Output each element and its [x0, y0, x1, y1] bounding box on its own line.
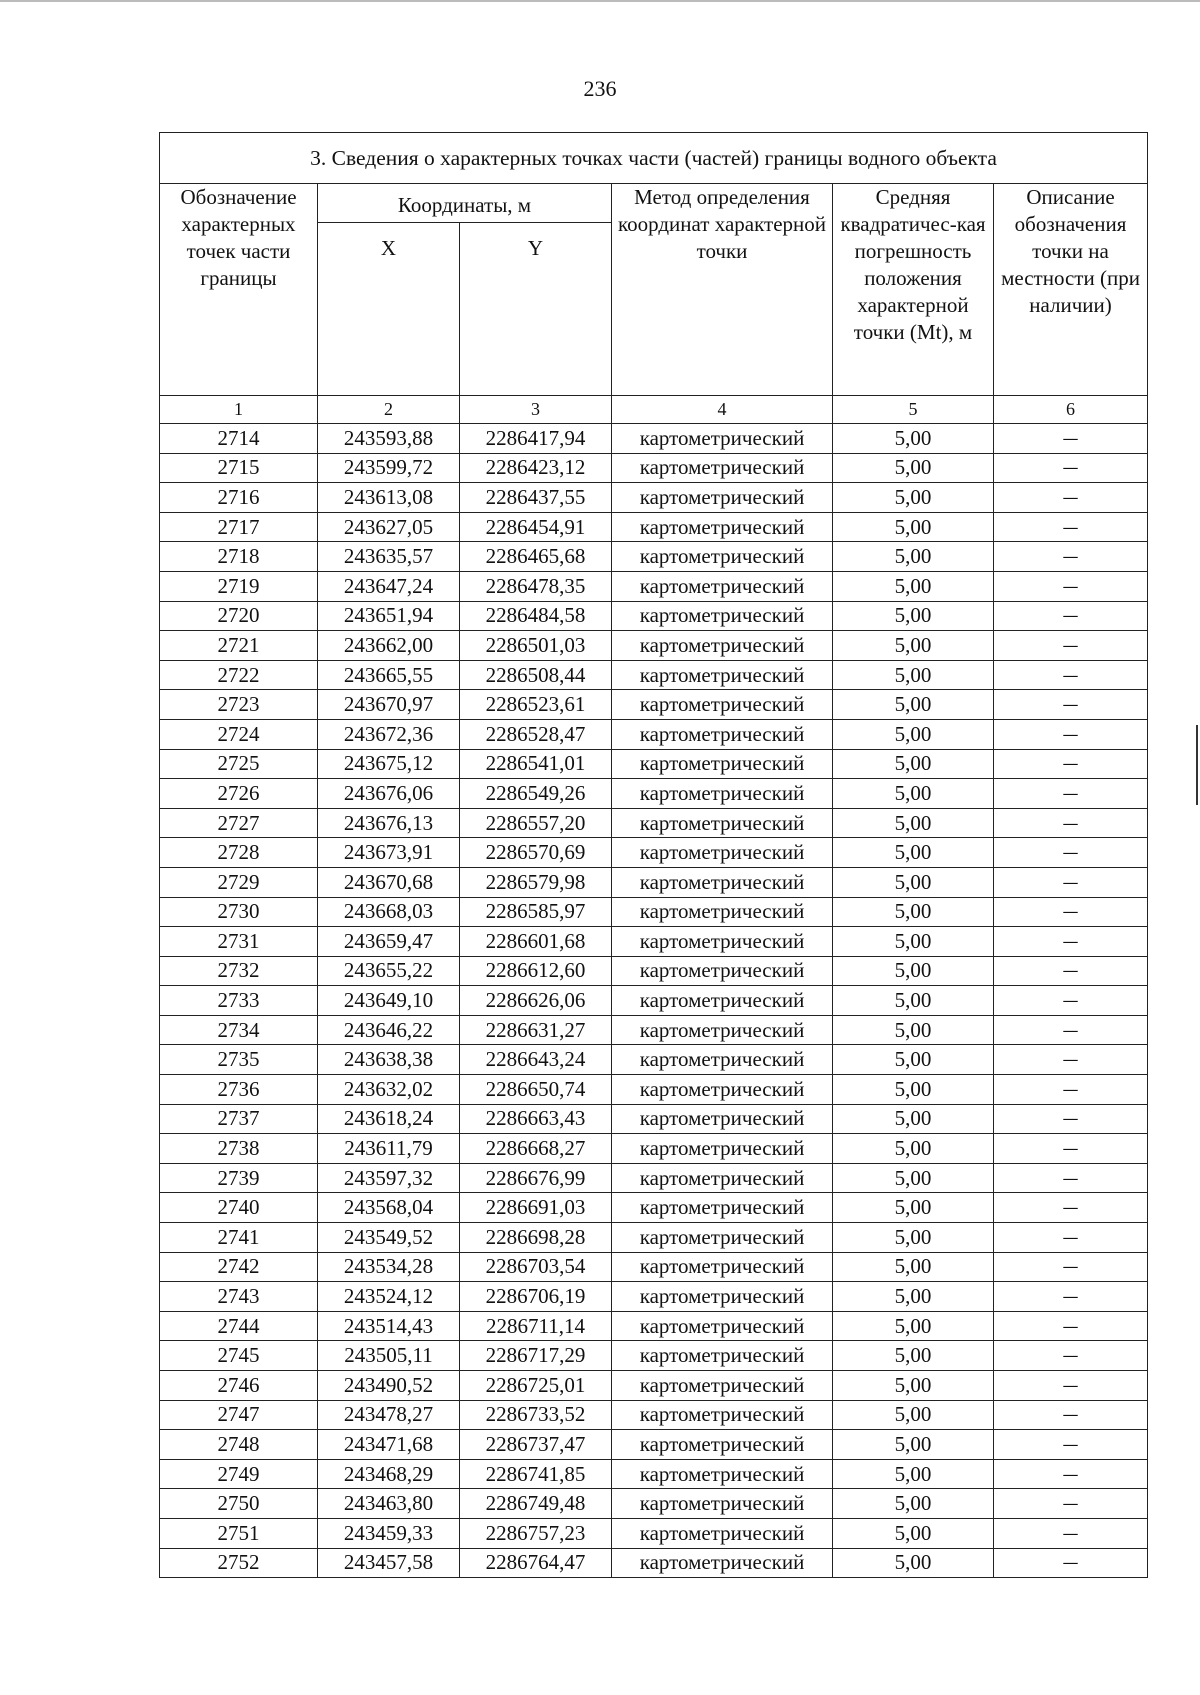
table-row — [160, 956, 1148, 986]
description-cell: — — [994, 631, 1148, 661]
description-cell: — — [994, 453, 1148, 483]
point-id-cell: 2727 — [160, 808, 318, 838]
error-cell: 5,00 — [833, 571, 994, 601]
method-cell: картометрический — [612, 631, 833, 661]
y-coordinate-cell: 2286643,24 — [460, 1045, 612, 1075]
x-coordinate-cell: 243665,55 — [318, 660, 460, 690]
point-id-cell: 2733 — [160, 986, 318, 1016]
x-coordinate-cell: 243505,11 — [318, 1341, 460, 1371]
x-coordinate-cell: 243549,52 — [318, 1223, 460, 1253]
description-cell: — — [994, 1311, 1148, 1341]
description-cell: — — [994, 808, 1148, 838]
method-cell: картометрический — [612, 1104, 833, 1134]
y-coordinate-cell: 2286757,23 — [460, 1518, 612, 1548]
method-cell: картометрический — [612, 424, 833, 454]
page-number: 236 — [583, 76, 617, 101]
error-cell: 5,00 — [833, 542, 994, 572]
method-cell: картометрический — [612, 571, 833, 601]
description-cell: — — [994, 719, 1148, 749]
error-cell: 5,00 — [833, 1104, 994, 1134]
error-cell: 5,00 — [833, 897, 994, 927]
x-coordinate-cell: 243673,91 — [318, 838, 460, 868]
column-number: 1 — [160, 396, 318, 424]
method-cell: картометрический — [612, 1518, 833, 1548]
error-cell: 5,00 — [833, 779, 994, 809]
method-cell: картометрический — [612, 1489, 833, 1519]
description-cell: — — [994, 956, 1148, 986]
y-coordinate-cell: 2286650,74 — [460, 1075, 612, 1105]
description-cell: — — [994, 867, 1148, 897]
y-coordinate-cell: 2286703,54 — [460, 1252, 612, 1282]
x-coordinate-cell: 243514,43 — [318, 1311, 460, 1341]
header-error: Средняя квадратичес-кая погрешность положения характерной точки (Mt), м — [833, 184, 994, 396]
description-cell: — — [994, 1015, 1148, 1045]
table-row — [160, 1311, 1148, 1341]
method-cell: картометрический — [612, 1193, 833, 1223]
point-id-cell: 2724 — [160, 719, 318, 749]
x-coordinate-cell: 243457,58 — [318, 1548, 460, 1578]
table-row — [160, 897, 1148, 927]
scan-edge-line — [0, 0, 1200, 2]
x-coordinate-cell: 243632,02 — [318, 1075, 460, 1105]
method-cell: картометрический — [612, 542, 833, 572]
description-cell: — — [994, 1548, 1148, 1578]
table-row — [160, 1518, 1148, 1548]
method-cell: картометрический — [612, 1015, 833, 1045]
error-cell: 5,00 — [833, 1400, 994, 1430]
description-cell: — — [994, 1430, 1148, 1460]
y-coordinate-cell: 2286711,14 — [460, 1311, 612, 1341]
error-cell: 5,00 — [833, 749, 994, 779]
error-cell: 5,00 — [833, 601, 994, 631]
description-cell: — — [994, 749, 1148, 779]
description-cell: — — [994, 542, 1148, 572]
table-row — [160, 601, 1148, 631]
y-coordinate-cell: 2286423,12 — [460, 453, 612, 483]
y-coordinate-cell: 2286737,47 — [460, 1430, 612, 1460]
method-cell: картометрический — [612, 749, 833, 779]
method-cell: картометрический — [612, 1282, 833, 1312]
y-coordinate-cell: 2286749,48 — [460, 1489, 612, 1519]
method-cell: картометрический — [612, 1311, 833, 1341]
table-row — [160, 1015, 1148, 1045]
point-id-cell: 2717 — [160, 512, 318, 542]
y-coordinate-cell: 2286508,44 — [460, 660, 612, 690]
description-cell: — — [994, 1193, 1148, 1223]
description-cell: — — [994, 512, 1148, 542]
header-y: Y — [460, 223, 612, 396]
y-coordinate-cell: 2286676,99 — [460, 1163, 612, 1193]
error-cell: 5,00 — [833, 1341, 994, 1371]
description-cell: — — [994, 601, 1148, 631]
x-coordinate-cell: 243668,03 — [318, 897, 460, 927]
point-id-cell: 2746 — [160, 1371, 318, 1401]
error-cell: 5,00 — [833, 986, 994, 1016]
description-cell: — — [994, 1104, 1148, 1134]
table-row — [160, 512, 1148, 542]
y-coordinate-cell: 2286764,47 — [460, 1548, 612, 1578]
x-coordinate-cell: 243568,04 — [318, 1193, 460, 1223]
y-coordinate-cell: 2286579,98 — [460, 867, 612, 897]
x-coordinate-cell: 243655,22 — [318, 956, 460, 986]
x-coordinate-cell: 243670,68 — [318, 867, 460, 897]
point-id-cell: 2752 — [160, 1548, 318, 1578]
description-cell: — — [994, 1518, 1148, 1548]
y-coordinate-cell: 2286465,68 — [460, 542, 612, 572]
column-number: 2 — [318, 396, 460, 424]
error-cell: 5,00 — [833, 1459, 994, 1489]
description-cell: — — [994, 1400, 1148, 1430]
header-coordinates: Координаты, м — [318, 184, 612, 223]
error-cell: 5,00 — [833, 838, 994, 868]
x-coordinate-cell: 243676,06 — [318, 779, 460, 809]
point-id-cell: 2728 — [160, 838, 318, 868]
description-cell: — — [994, 571, 1148, 601]
column-number: 5 — [833, 396, 994, 424]
method-cell: картометрический — [612, 1371, 833, 1401]
table-row — [160, 749, 1148, 779]
x-coordinate-cell: 243659,47 — [318, 927, 460, 957]
method-cell: картометрический — [612, 1134, 833, 1164]
method-cell: картометрический — [612, 1223, 833, 1253]
method-cell: картометрический — [612, 808, 833, 838]
point-id-cell: 2740 — [160, 1193, 318, 1223]
table-row — [160, 1459, 1148, 1489]
y-coordinate-cell: 2286698,28 — [460, 1223, 612, 1253]
table-row — [160, 483, 1148, 513]
method-cell: картометрический — [612, 1341, 833, 1371]
error-cell: 5,00 — [833, 453, 994, 483]
table-row — [160, 631, 1148, 661]
point-id-cell: 2718 — [160, 542, 318, 572]
description-cell: — — [994, 1075, 1148, 1105]
header-description: Описание обозначения точки на местности (при наличии) — [994, 184, 1148, 396]
method-cell: картометрический — [612, 1400, 833, 1430]
point-id-cell: 2720 — [160, 601, 318, 631]
method-cell: картометрический — [612, 1163, 833, 1193]
table-row — [160, 1489, 1148, 1519]
table-row — [160, 1252, 1148, 1282]
scan-edge-mark — [1196, 725, 1198, 805]
table-row — [160, 1341, 1148, 1371]
description-cell: — — [994, 838, 1148, 868]
table-row — [160, 1548, 1148, 1578]
error-cell: 5,00 — [833, 927, 994, 957]
point-id-cell: 2738 — [160, 1134, 318, 1164]
table-row — [160, 719, 1148, 749]
point-id-cell: 2747 — [160, 1400, 318, 1430]
y-coordinate-cell: 2286668,27 — [460, 1134, 612, 1164]
x-coordinate-cell: 243662,00 — [318, 631, 460, 661]
error-cell: 5,00 — [833, 1193, 994, 1223]
table-row — [160, 1075, 1148, 1105]
y-coordinate-cell: 2286437,55 — [460, 483, 612, 513]
method-cell: картометрический — [612, 1430, 833, 1460]
point-id-cell: 2732 — [160, 956, 318, 986]
table-row — [160, 453, 1148, 483]
x-coordinate-cell: 243478,27 — [318, 1400, 460, 1430]
y-coordinate-cell: 2286523,61 — [460, 690, 612, 720]
table-row — [160, 571, 1148, 601]
point-id-cell: 2726 — [160, 779, 318, 809]
y-coordinate-cell: 2286585,97 — [460, 897, 612, 927]
point-id-cell: 2749 — [160, 1459, 318, 1489]
point-id-cell: 2723 — [160, 690, 318, 720]
point-id-cell: 2743 — [160, 1282, 318, 1312]
x-coordinate-cell: 243635,57 — [318, 542, 460, 572]
point-id-cell: 2715 — [160, 453, 318, 483]
error-cell: 5,00 — [833, 1282, 994, 1312]
error-cell: 5,00 — [833, 1045, 994, 1075]
error-cell: 5,00 — [833, 1252, 994, 1282]
point-id-cell: 2734 — [160, 1015, 318, 1045]
x-coordinate-cell: 243534,28 — [318, 1252, 460, 1282]
error-cell: 5,00 — [833, 1311, 994, 1341]
error-cell: 5,00 — [833, 1223, 994, 1253]
error-cell: 5,00 — [833, 1518, 994, 1548]
description-cell: — — [994, 1282, 1148, 1312]
error-cell: 5,00 — [833, 719, 994, 749]
point-id-cell: 2739 — [160, 1163, 318, 1193]
x-coordinate-cell: 243613,08 — [318, 483, 460, 513]
method-cell: картометрический — [612, 690, 833, 720]
error-cell: 5,00 — [833, 1134, 994, 1164]
column-numbers-row — [160, 396, 1148, 424]
table-row — [160, 1430, 1148, 1460]
error-cell: 5,00 — [833, 424, 994, 454]
point-id-cell: 2719 — [160, 571, 318, 601]
x-coordinate-cell: 243649,10 — [318, 986, 460, 1016]
table-row — [160, 986, 1148, 1016]
description-cell: — — [994, 779, 1148, 809]
method-cell: картометрический — [612, 956, 833, 986]
table-row — [160, 1282, 1148, 1312]
table-title: 3. Сведения о характерных точках части (частей) границы водного объекта — [160, 133, 1148, 184]
error-cell: 5,00 — [833, 483, 994, 513]
y-coordinate-cell: 2286717,29 — [460, 1341, 612, 1371]
method-cell: картометрический — [612, 986, 833, 1016]
point-id-cell: 2714 — [160, 424, 318, 454]
point-id-cell: 2721 — [160, 631, 318, 661]
x-coordinate-cell: 243468,29 — [318, 1459, 460, 1489]
y-coordinate-cell: 2286663,43 — [460, 1104, 612, 1134]
table-row — [160, 927, 1148, 957]
method-cell: картометрический — [612, 601, 833, 631]
column-number: 6 — [994, 396, 1148, 424]
description-cell: — — [994, 1252, 1148, 1282]
column-number: 3 — [460, 396, 612, 424]
description-cell: — — [994, 424, 1148, 454]
description-cell: — — [994, 1489, 1148, 1519]
x-coordinate-cell: 243597,32 — [318, 1163, 460, 1193]
x-coordinate-cell: 243675,12 — [318, 749, 460, 779]
x-coordinate-cell: 243463,80 — [318, 1489, 460, 1519]
x-coordinate-cell: 243638,38 — [318, 1045, 460, 1075]
description-cell: — — [994, 1223, 1148, 1253]
x-coordinate-cell: 243618,24 — [318, 1104, 460, 1134]
y-coordinate-cell: 2286725,01 — [460, 1371, 612, 1401]
error-cell: 5,00 — [833, 808, 994, 838]
y-coordinate-cell: 2286691,03 — [460, 1193, 612, 1223]
table-row — [160, 779, 1148, 809]
column-number: 4 — [612, 396, 833, 424]
error-cell: 5,00 — [833, 956, 994, 986]
table-row — [160, 1223, 1148, 1253]
y-coordinate-cell: 2286631,27 — [460, 1015, 612, 1045]
header-x: X — [318, 223, 460, 396]
error-cell: 5,00 — [833, 1430, 994, 1460]
y-coordinate-cell: 2286570,69 — [460, 838, 612, 868]
method-cell: картометрический — [612, 1075, 833, 1105]
table-row — [160, 1104, 1148, 1134]
method-cell: картометрический — [612, 660, 833, 690]
method-cell: картометрический — [612, 927, 833, 957]
method-cell: картометрический — [612, 453, 833, 483]
table-row — [160, 867, 1148, 897]
method-cell: картометрический — [612, 719, 833, 749]
x-coordinate-cell: 243646,22 — [318, 1015, 460, 1045]
point-id-cell: 2729 — [160, 867, 318, 897]
table-row — [160, 1371, 1148, 1401]
description-cell: — — [994, 1045, 1148, 1075]
description-cell: — — [994, 1341, 1148, 1371]
point-id-cell: 2751 — [160, 1518, 318, 1548]
x-coordinate-cell: 243599,72 — [318, 453, 460, 483]
error-cell: 5,00 — [833, 512, 994, 542]
error-cell: 5,00 — [833, 867, 994, 897]
header-point: Обозначение характерных точек части границы — [160, 184, 318, 396]
description-cell: — — [994, 897, 1148, 927]
description-cell: — — [994, 1163, 1148, 1193]
table-row — [160, 808, 1148, 838]
y-coordinate-cell: 2286557,20 — [460, 808, 612, 838]
table-row — [160, 424, 1148, 454]
table-row — [160, 838, 1148, 868]
point-id-cell: 2742 — [160, 1252, 318, 1282]
y-coordinate-cell: 2286484,58 — [460, 601, 612, 631]
x-coordinate-cell: 243611,79 — [318, 1134, 460, 1164]
point-id-cell: 2750 — [160, 1489, 318, 1519]
y-coordinate-cell: 2286612,60 — [460, 956, 612, 986]
table-row — [160, 1163, 1148, 1193]
method-cell: картометрический — [612, 838, 833, 868]
method-cell: картометрический — [612, 1548, 833, 1578]
description-cell: — — [994, 1134, 1148, 1164]
y-coordinate-cell: 2286549,26 — [460, 779, 612, 809]
x-coordinate-cell: 243459,33 — [318, 1518, 460, 1548]
method-cell: картометрический — [612, 779, 833, 809]
method-cell: картометрический — [612, 897, 833, 927]
method-cell: картометрический — [612, 1045, 833, 1075]
x-coordinate-cell: 243627,05 — [318, 512, 460, 542]
description-cell: — — [994, 483, 1148, 513]
table-row — [160, 542, 1148, 572]
description-cell: — — [994, 660, 1148, 690]
y-coordinate-cell: 2286454,91 — [460, 512, 612, 542]
point-id-cell: 2744 — [160, 1311, 318, 1341]
description-cell: — — [994, 1459, 1148, 1489]
point-id-cell: 2748 — [160, 1430, 318, 1460]
point-id-cell: 2731 — [160, 927, 318, 957]
y-coordinate-cell: 2286528,47 — [460, 719, 612, 749]
y-coordinate-cell: 2286501,03 — [460, 631, 612, 661]
y-coordinate-cell: 2286706,19 — [460, 1282, 612, 1312]
x-coordinate-cell: 243490,52 — [318, 1371, 460, 1401]
boundary-points-table — [159, 132, 1148, 1578]
description-cell: — — [994, 690, 1148, 720]
error-cell: 5,00 — [833, 1489, 994, 1519]
method-cell: картометрический — [612, 512, 833, 542]
method-cell: картометрический — [612, 867, 833, 897]
point-id-cell: 2730 — [160, 897, 318, 927]
error-cell: 5,00 — [833, 1548, 994, 1578]
point-id-cell: 2725 — [160, 749, 318, 779]
x-coordinate-cell: 243471,68 — [318, 1430, 460, 1460]
table-row — [160, 1045, 1148, 1075]
error-cell: 5,00 — [833, 1015, 994, 1045]
x-coordinate-cell: 243670,97 — [318, 690, 460, 720]
x-coordinate-cell: 243593,88 — [318, 424, 460, 454]
description-cell: — — [994, 1371, 1148, 1401]
x-coordinate-cell: 243651,94 — [318, 601, 460, 631]
error-cell: 5,00 — [833, 1371, 994, 1401]
method-cell: картометрический — [612, 1459, 833, 1489]
description-cell: — — [994, 986, 1148, 1016]
table-row — [160, 660, 1148, 690]
point-id-cell: 2741 — [160, 1223, 318, 1253]
method-cell: картометрический — [612, 1252, 833, 1282]
error-cell: 5,00 — [833, 631, 994, 661]
method-cell: картометрический — [612, 483, 833, 513]
x-coordinate-cell: 243672,36 — [318, 719, 460, 749]
y-coordinate-cell: 2286741,85 — [460, 1459, 612, 1489]
x-coordinate-cell: 243647,24 — [318, 571, 460, 601]
point-id-cell: 2722 — [160, 660, 318, 690]
table-row — [160, 1193, 1148, 1223]
y-coordinate-cell: 2286626,06 — [460, 986, 612, 1016]
error-cell: 5,00 — [833, 1075, 994, 1105]
error-cell: 5,00 — [833, 690, 994, 720]
y-coordinate-cell: 2286733,52 — [460, 1400, 612, 1430]
x-coordinate-cell: 243524,12 — [318, 1282, 460, 1312]
point-id-cell: 2735 — [160, 1045, 318, 1075]
y-coordinate-cell: 2286541,01 — [460, 749, 612, 779]
point-id-cell: 2737 — [160, 1104, 318, 1134]
y-coordinate-cell: 2286601,68 — [460, 927, 612, 957]
table-row — [160, 1400, 1148, 1430]
point-id-cell: 2745 — [160, 1341, 318, 1371]
error-cell: 5,00 — [833, 660, 994, 690]
table-row — [160, 1134, 1148, 1164]
y-coordinate-cell: 2286417,94 — [460, 424, 612, 454]
point-id-cell: 2736 — [160, 1075, 318, 1105]
error-cell: 5,00 — [833, 1163, 994, 1193]
description-cell: — — [994, 927, 1148, 957]
x-coordinate-cell: 243676,13 — [318, 808, 460, 838]
header-method: Метод определения координат характерной точки — [612, 184, 833, 396]
y-coordinate-cell: 2286478,35 — [460, 571, 612, 601]
point-id-cell: 2716 — [160, 483, 318, 513]
table-row — [160, 690, 1148, 720]
